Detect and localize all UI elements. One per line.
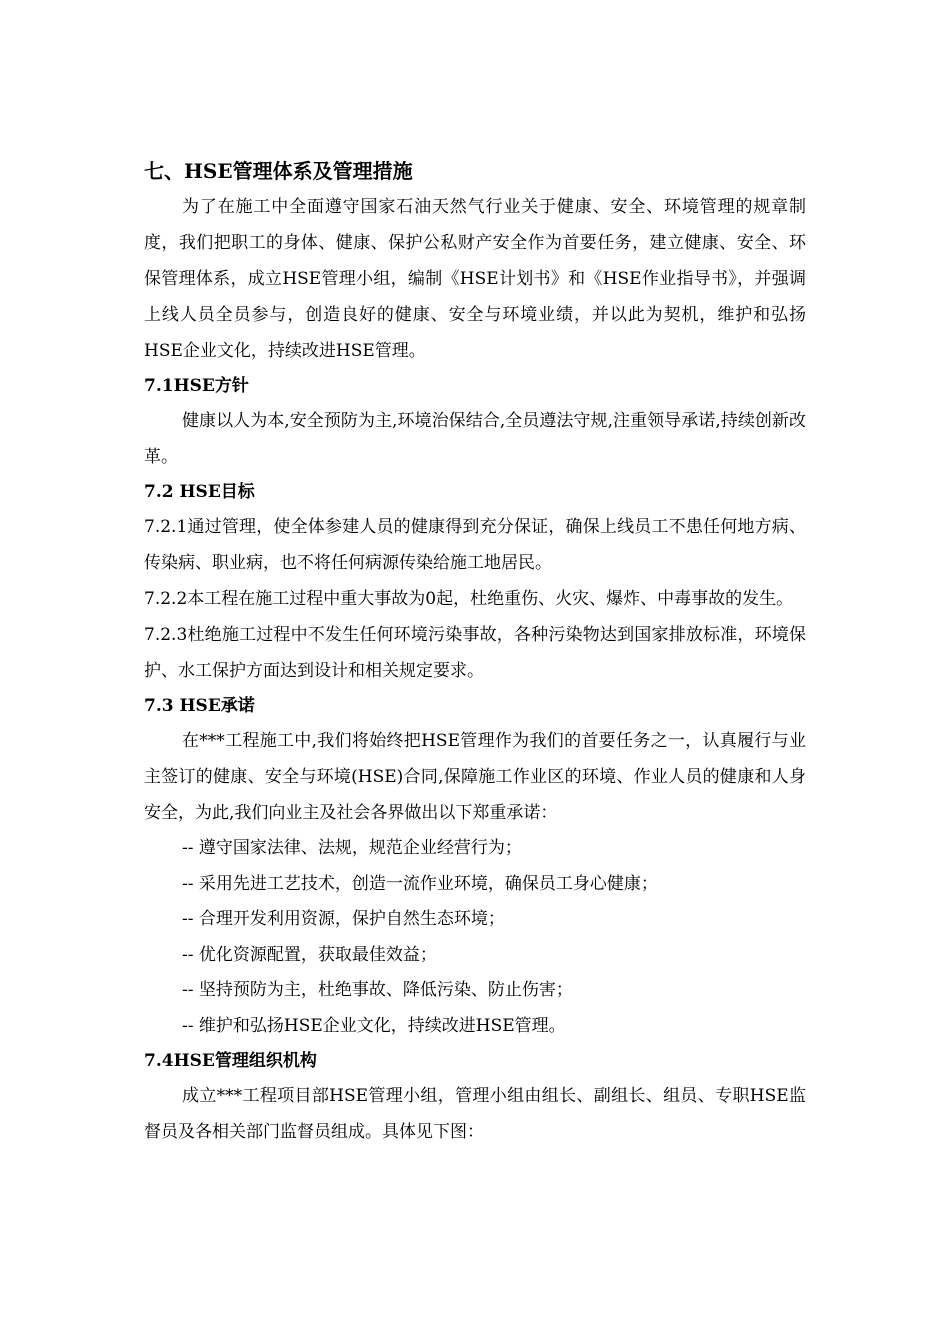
commitment-item: -- 维护和弘扬HSE企业文化，持续改进HSE管理。 [182,1015,566,1036]
commitment-item: -- 坚持预防为主，杜绝事故、降低污染、防止伤害； [182,980,573,1000]
section-heading-goals: 7.2 HSE目标 [144,482,255,502]
intro-paragraph: 为了在施工中全面遵守国家石油天然气行业关于健康、安全、环境管理的规章制度，我们把职工的身体、健康、保护公私财产安全作为首要任务，建立健康、安全、环保管理体系，成立HSE管理小组，编制《HSE计划书》和《HSE作业指导书》，并强调上线人员全员参与，创造良好的健康、安全与环境业绩，并以此为契机，维护和弘扬HSE企业文化，持续改进HSE管理。 [144,197,806,361]
chapter-title: 七、HSE管理体系及管理措施 [144,159,413,183]
goal-item-1: 7.2.1通过管理，使全体参建人员的健康得到充分保证，确保上线员工不患任何地方病、传染病、职业病，也不将任何病源传染给施工地居民。 [144,517,806,573]
section-heading-organization: 7.4HSE管理组织机构 [144,1051,317,1071]
document-body [144,155,806,1150]
policy-paragraph: 健康以人为本,安全预防为主,环境治保结合,全员遵法守规,注重领导承诺,持续创新改革。 [144,411,806,467]
section-heading-policy: 7.1HSE方针 [144,376,249,396]
goal-item-2: 7.2.2本工程在施工过程中重大事故为0起，杜绝重伤、火灾、爆炸、中毒事故的发生。 [144,589,794,609]
commitment-item: -- 优化资源配置，获取最佳效益； [182,944,437,965]
commitment-list [144,831,806,1044]
commitment-paragraph: 在***工程施工中,我们将始终把HSE管理作为我们的首要任务之一，认真履行与业主签订的健康、安全与环境(HSE)合同,保障施工作业区的环境、作业人员的健康和人身安全，为此,我们向业主及社会各界做出以下郑重承诺： [144,731,806,823]
section-heading-commitment: 7.3 HSE承诺 [144,696,255,716]
commitment-item: -- 遵守国家法律、法规，规范企业经营行为； [182,838,522,858]
commitment-item: -- 合理开发利用资源，保护自然生态环境； [182,909,505,929]
commitment-item: -- 采用先进工艺技术，创造一流作业环境，确保员工身心健康； [182,873,658,894]
organization-paragraph: 成立***工程项目部HSE管理小组，管理小组由组长、副组长、组员、专职HSE监督员及各相关部门监督员组成。具体见下图： [144,1086,806,1142]
goal-item-3: 7.2.3杜绝施工过程中不发生任何环境污染事故，各种污染物达到国家排放标准，环境保护、水工保护方面达到设计和相关规定要求。 [144,625,806,681]
